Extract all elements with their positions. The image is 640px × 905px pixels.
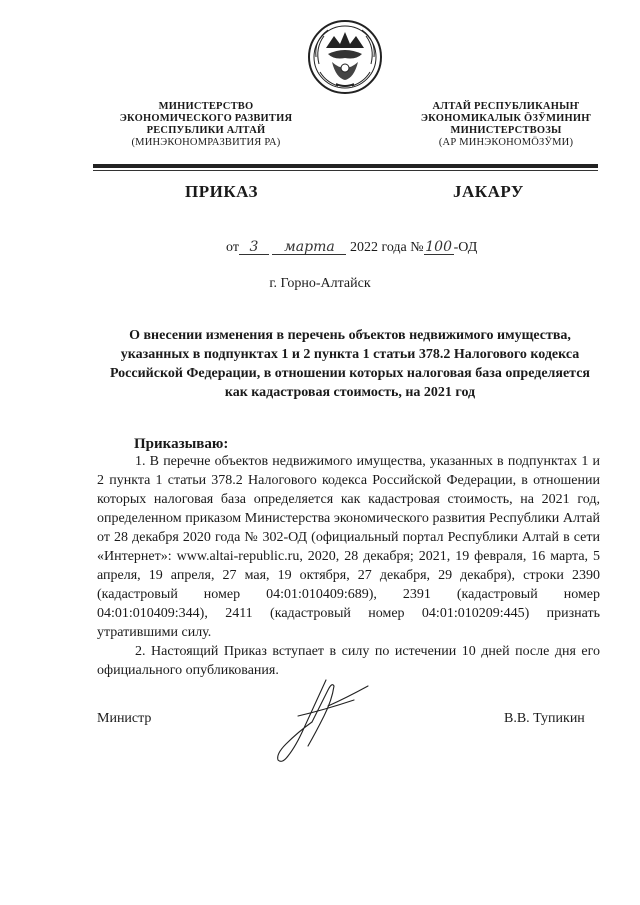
header-ru-line3: РЕСПУБЛИКИ АЛТАЙ — [146, 125, 266, 136]
signer-name: В.В. Тупикин — [504, 711, 585, 726]
header-alt-line1: АЛТАЙ РЕСПУБЛИКАНЫҤ — [432, 101, 580, 112]
paragraph-2: 2. Настоящий Приказ вступает в силу по истечении 10 дней после дня его официального опубликования. — [97, 644, 600, 678]
republic-coat-of-arms-icon — [306, 18, 384, 96]
doc-type-ru: ПРИКАЗ — [185, 182, 258, 201]
date-day: 3 — [239, 240, 269, 255]
date-year: 2022 года № — [349, 240, 424, 255]
doc-type-alt: JАКАРУ — [453, 182, 524, 201]
paragraph-1: 1. В перечне объектов недвижимого имущества, указанных в подпунктах 1 и 2 пункта 1 статьи 378.2 Налогового кодекса Российской Федерации, в отношении которых налоговая база определяется как кадастровая стоимость, на 2021 год, определенном приказом Министерства экономического развития Республики Алтай от 28 декабря 2020 года № 302-ОД (официальный портал Республики Алтай в сети «Интернет»: www.altai-republic.ru, 2020, 28 декабря; 2021, 19 февраля, 16 марта, 5 апреля, 19 апреля, 27 мая, 19 октября, 27 декабря, 29 декабря), строки 2390 (кадастровый номер 04:01:010409:689), 2391 (кадастровый номер 04:01:010409:344), 2411 (кадастровый номер 04:01:010209:445) признать утратившими силу. — [97, 454, 600, 640]
date-line — [226, 240, 477, 256]
order-number: 100 — [425, 239, 452, 255]
header-ru-line2: ЭКОНОМИЧЕСКОГО РАЗВИТИЯ — [119, 113, 293, 124]
header-divider-thick — [93, 164, 598, 168]
date-month: марта — [272, 240, 346, 255]
header-ministry-alt — [396, 101, 616, 149]
header-divider-thin — [93, 170, 598, 171]
header-ru-line1: МИНИСТЕРСТВО — [158, 101, 254, 112]
order-word: Приказываю: — [134, 436, 229, 452]
header-alt-line4: (АР МИНЭКОНОМӦЗӰМИ) — [438, 137, 574, 148]
date-prefix: от — [226, 240, 239, 255]
header-ministry-ru — [96, 101, 316, 149]
city: г. Горно-Алтайск — [269, 276, 371, 291]
header-alt-line3: МИНИСТЕРСТВОЗЫ — [450, 125, 562, 136]
handwritten-signature-icon — [268, 676, 378, 776]
document-title: О внесении изменения в перечень объектов недвижимого имущества, указанных в подпунктах 1 и 2 пункта 1 статьи 378.2 Налогового кодекса Российской Федерации, в отношении которых налоговая база определяется как кадастровая стоимость, на 2021 год — [109, 328, 591, 400]
order-suffix: -ОД — [453, 240, 478, 255]
document-body — [97, 452, 600, 680]
header-alt-line2: ЭКОНОМИКАЛЫК ӦЗӰМИНИҤ — [420, 113, 592, 124]
signer-position: Министр — [97, 711, 152, 726]
header-ru-line4: (МИНЭКОНОМРАЗВИТИЯ РА) — [131, 137, 281, 148]
